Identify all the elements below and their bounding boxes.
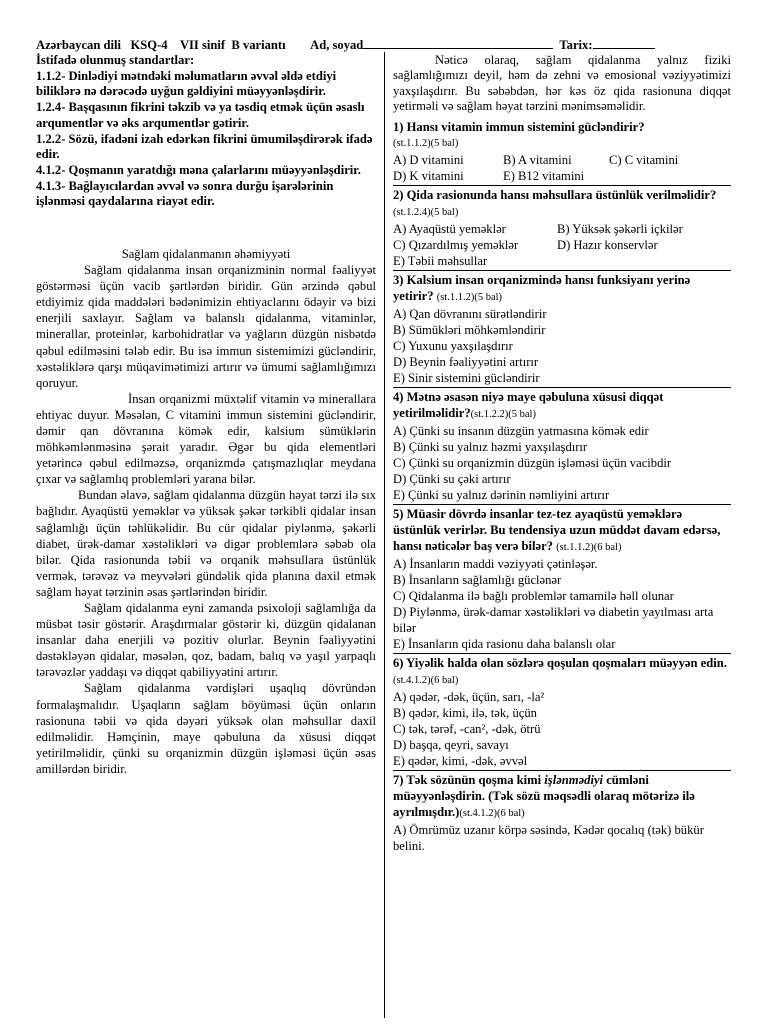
question-text: 1) Hansı vitamin immun sistemini gücləndirir?	[393, 119, 645, 134]
answer-option[interactable]: D) Piylənmə, ürək-damar xəstəlikləri və diabetin yayılması arta bilər	[393, 605, 714, 636]
reading-text	[36, 246, 376, 777]
variant: B variantı	[231, 38, 286, 52]
question-4	[393, 387, 731, 504]
question-text: 2) Qida rasionunda hansı məhsullara üstünlük verilməlidir?	[393, 188, 717, 203]
answer-option[interactable]: E) Çünki su yalnız dərinin nəmliyini artırır	[393, 488, 610, 503]
answer-option[interactable]: B) Sümükləri möhkəmləndirir	[393, 322, 546, 337]
answer-option[interactable]: E) B12 vitamini	[503, 169, 585, 184]
answer-option[interactable]: C) Çünki su orqanizmin düzgün işləməsi üçün vacibdir	[393, 456, 672, 471]
test-header	[36, 36, 736, 53]
question-2	[393, 185, 731, 270]
question-ref: (st.1.2.4)(5 bal)	[393, 207, 459, 219]
answer-option[interactable]: A) Ömrümüz uzanır körpə səsində, Kədər qocalıq (tək) bükür belini.	[393, 822, 704, 853]
answer-option[interactable]: E) Təbii məhsullar	[393, 254, 488, 269]
question-text: cümləni müəyyənləşdirin. (Tək sözü məqsədli olaraq mötərizə ilə ayrılmışdır.)	[393, 773, 695, 820]
right-column	[393, 53, 731, 855]
answer-option[interactable]: A) Çünki su insanın düzgün yatmasına kömək edir	[393, 423, 649, 438]
standard-item: 4.1.2- Qoşmanın yaratdığı məna çalarlarını müəyyənləşdirir.	[36, 162, 361, 177]
standards-list	[36, 53, 376, 210]
answer-option[interactable]: D) Çünki su çəki artırır	[393, 472, 511, 487]
answer-option[interactable]: A) Ayaqüstü yeməklər	[393, 222, 506, 236]
answer-option[interactable]: D) K vitamini	[393, 169, 464, 184]
question-text-emphasis: işlənmədiyi	[544, 773, 604, 788]
date-label: Tarix:	[559, 38, 593, 52]
question-ref: (st.1.1.2)(5 bal)	[436, 292, 503, 304]
answer-option[interactable]: D) Beynin fəaliyyətini artırır	[393, 355, 539, 370]
question-ref: (st.4.1.2)(6 bal)	[393, 675, 459, 687]
answer-option[interactable]: D) başqa, qeyri, savayı	[393, 738, 509, 753]
question-7	[393, 770, 731, 855]
question-text: 3) Kalsium insan orqanizmində hansı funksiyanı yerinə yetirir?	[393, 273, 691, 304]
question-3	[393, 270, 731, 387]
question-text: 4) Mətnə əsasən niyə maye qəbuluna xüsusi diqqət yetirilməlidir?	[393, 390, 664, 421]
answer-option[interactable]: A) İnsanların maddi vəziyyəti çətinləşər.	[393, 556, 598, 571]
question-ref: (st.1.1.2)(6 bal)	[556, 542, 622, 553]
left-column	[36, 53, 376, 777]
question-6	[393, 653, 731, 770]
question-1	[393, 118, 731, 186]
answer-option[interactable]: E) Sinir sistemini gücləndirir	[393, 371, 540, 386]
subject: Azərbaycan dili	[36, 38, 122, 52]
question-5	[393, 504, 731, 653]
question-text: 7) Tək sözünün qoşma kimi	[393, 773, 545, 788]
standard-item: 1.1.2- Dinlədiyi mətndəki məlumatların əvvəl əldə etdiyi biliklərə nə dərəcədə uyğun gəldiyini müəyyənləşdirir.	[36, 68, 337, 99]
text-paragraph: Bundan əlavə, sağlam qidalanma düzgün həyat tərzi ilə sıx bağlıdır. Ayaqüstü yeməklər və yüksək şəkər tərkibli qidalar insan sağlamlığı üçün təhlükəlidir. Bu cür qidalar piylənmə, şəkərli diabet, ürək-damar xəstəlikləri və digər problemlərə səbəb ola bilər. Qida rasionunda təbii və orqanik məhsullara üstünlük vermək, tərəvəz və meyvələri gündəlik qida planına daxil etmək sağlam həyat tərzinin əsas şərtlərindən biridir.	[36, 488, 376, 599]
date-field[interactable]	[593, 36, 655, 49]
question-ref: (st.1.2.2)(5 bal)	[470, 409, 536, 421]
grade: VII sinif	[179, 38, 226, 52]
question-ref: (st.1.1.2)(5 bal)	[393, 138, 459, 150]
answer-option[interactable]: B) A vitamini	[503, 153, 572, 168]
answer-option[interactable]: A) qədər, -dək, üçün, sarı, -la²	[393, 689, 545, 704]
text-paragraph: Sağlam qidalanma vərdişləri uşaqlıq dövründən formalaşmalıdır. Uşaqların sağlam böyüməsi üçün onların rasionuna təbii və qida dəyəri yüksək olan məhsullar daxil edilməlidir. Həmçinin, maye qəbuluna da xüsusi diqqət yetirilməlidir, çünki su orqanizmin düzgün işləməsi üçün əsas amillərdən biridir.	[36, 681, 376, 776]
text-paragraph: İnsan orqanizmi müxtəlif vitamin və minerallara ehtiyac duyur. Məsələn, C vitamini immun sistemini gücləndirir, dəmir qan dövranına kömək edir, kalsium sümüklərin möhkəmlənməsinə şərait yaradır. Əgər bu qida elementləri yetərincə qəbul edilməzsə, orqanizmdə çatışmazlıqlar meydana çıxar və sağlamlıq problemləri yarana bilər.	[36, 391, 376, 487]
answer-option[interactable]: A) Qan dövranını sürətləndirir	[393, 306, 547, 321]
answer-option[interactable]: B) İnsanların sağlamlığı güclənər	[393, 572, 562, 587]
standards-title: İstifadə olunmuş standartlar:	[36, 53, 195, 67]
answer-option[interactable]: B) Yüksək şəkərli içkilər	[557, 222, 683, 236]
text-paragraph: Sağlam qidalanma eyni zamanda psixoloji sağlamlığa da müsbət təsir göstərir. Araşdırmalar göstərir ki, düzgün qidalanan insanlar daha enerjili və pozitiv olurlar. Beynin fəaliyyətini dəstəkləyən qidalar, məsələn, qoz, badam, balıq və yaşıl yarpaqlı tərəvəzlər yaddaşı və diqqət qabiliyyətini artırır.	[36, 601, 376, 680]
question-text: 6) Yiyəlik halda olan sözlərə qoşulan qoşmaları müəyyən edin.	[393, 656, 727, 671]
name-field[interactable]	[363, 36, 553, 49]
question-ref: (st.4.1.2)(6 bal)	[459, 808, 525, 820]
answer-option[interactable]: E) İnsanların qida rasionu daha balanslı olar	[393, 637, 616, 652]
standard-item: 4.1.3- Bağlayıcılardan əvvəl və sonra durğu işarələrinin işlənməsi qaydalarına riayət edir.	[36, 178, 334, 209]
answer-option[interactable]: C) Yuxunu yaxşılaşdırır	[393, 339, 513, 354]
answer-option[interactable]: B) Çünki su yalnız həzmi yaxşılaşdırır	[393, 440, 588, 455]
answer-option[interactable]: C) Qidalanma ilə bağlı problemlər tamamilə həll olunar	[393, 588, 674, 603]
answer-option[interactable]: D) Hazır konservlər	[557, 238, 658, 253]
standard-item: 1.2.2- Sözü, ifadəni izah edərkən fikrini ümumiləşdirərək ifadə edir.	[36, 131, 373, 162]
test-code: KSQ-4	[130, 38, 168, 52]
answer-option[interactable]: E) qədər, kimi, -dək, əvvəl	[393, 754, 528, 769]
answer-option[interactable]: C) Qızardılmış yeməklər	[393, 238, 519, 253]
answer-option[interactable]: B) qədər, kimi, ilə, tək, üçün	[393, 706, 537, 721]
question-text: 5) Müasir dövrdə insanlar tez-tez ayaqüstü yeməklərə üstünlük verirlər. Bu tendensiya uzun müddət davam edərsə, hansı nəticələr baş verə bilər?	[393, 507, 721, 553]
text-conclusion: Nəticə olaraq, sağlam qidalanma yalnız fiziki sağlamlığımızı deyil, həm də zehni və emosional vəziyyətimizi yaxşılaşdırır. Bu səbəbdən, hər kəs öz qida rasionuna diqqət yetirməli və sağlam həyat tərzini mənimsəməlidir.	[393, 53, 731, 114]
name-label: Ad, soyad	[310, 38, 364, 52]
standard-item: 1.2.4- Başqasının fikrini təkzib və ya təsdiq etmək üçün əsaslı arqumentlər və əks arqumentlər gətirir.	[36, 100, 365, 130]
text-title: Sağlam qidalanmanın əhəmiyyəti	[121, 247, 291, 262]
text-paragraph: Sağlam qidalanma insan orqanizminin normal fəaliyyət göstərməsi üçün vacib şərtlərdən biridir. Gün ərzində qəbul etdiyimiz qida maddələri bədənimizin ehtiyaclarını ödəyir və bizi enerjili saxlayır. Sağlam və balanslı qidalanma, vitaminlər, minerallar, proteinlər, karbohidratlar və yağların düzgün nisbətdə qəbul edilməsini tələb edir. Bu isə immun sistemimizi gücləndirir, xəstəliklərə qarşı müqavimətimizi artırır və ümumi sağlamlığımızı qoruyur.	[36, 263, 376, 390]
column-divider	[384, 52, 385, 1018]
answer-option[interactable]: C) C vitamini	[609, 153, 679, 168]
answer-option[interactable]: A) D vitamini	[393, 153, 464, 168]
answer-option[interactable]: C) tək, tərəf, -can², -dək, ötrü	[393, 722, 541, 737]
